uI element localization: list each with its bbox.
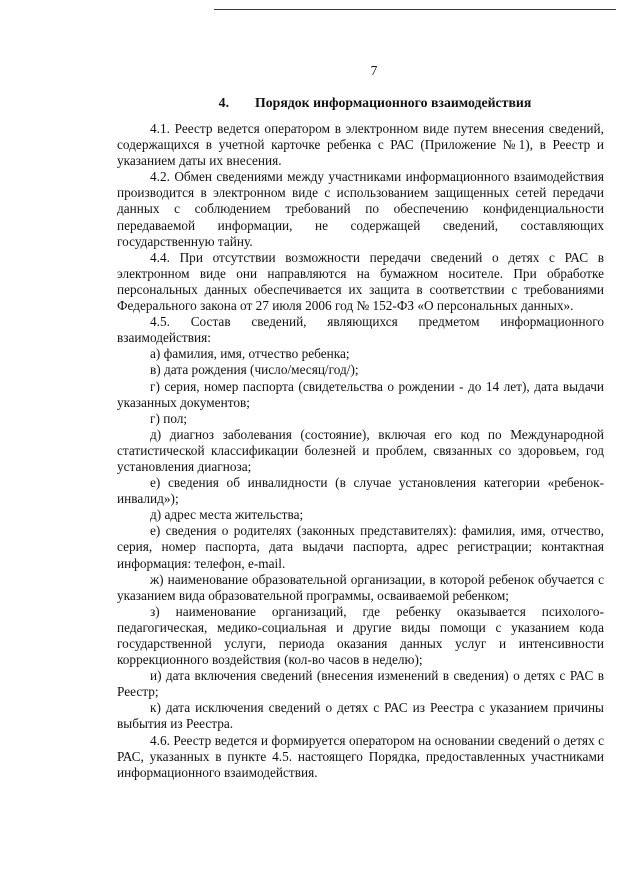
list-item-a: а) фамилия, имя, отчество ребенка; xyxy=(150,346,350,362)
document-body xyxy=(117,121,604,781)
list-item-zh: ж) наименование образовательной организации, в которой ребенок обучается с указанием вида образовательной программы, осваиваемой ребенком; xyxy=(117,571,604,603)
list-item-z: з) наименование организаций, где ребенку оказывается психолого-педагогическая, медико-социальная и другие виды помощи с указанием кода государственной услуги, периода оказания данных услуг и интенсивности коррекционного воздействия (кол-во часов в неделю); xyxy=(117,603,604,668)
page-number: 7 xyxy=(370,63,378,78)
scan-top-rule xyxy=(214,9,616,10)
paragraph-4-2: 4.2. Обмен сведениями между участниками информационного взаимодействия производится в электронном виде с использованием защищенных сетей передачи данных с соблюдением требований по обеспечению конфиденциальности передаваемой информации, не содержащей сведений, составляющих государственную тайну. xyxy=(117,169,604,249)
section-number: 4. xyxy=(218,95,230,110)
list-item-i: и) дата включения сведений (внесения изменений в сведения) о детях с РАС в Реестр; xyxy=(117,668,604,700)
list-item-d-address: д) адрес места жительства; xyxy=(150,507,304,523)
paragraph-4-4: 4.4. При отсутствии возможности передачи сведений о детях с РАС в электронном виде они направляются на бумажном носителе. При обработке персональных данных обеспечивается их защита в соответствии с требованиями Федерального закона от 27 июля 2006 год № 152-ФЗ «О персональных данных». xyxy=(117,249,604,314)
paragraph-4-1: 4.1. Реестр ведется оператором в электронном виде путем внесения сведений, содержащихся в учетной карточке ребенка с РАС (Приложение №1), в Реестр и указанием даты их внесения. xyxy=(117,121,604,169)
list-item-d-diagnosis: д) диагноз заболевания (состояние), включая его код по Международной статистической классификации болезней и проблем, связанных со здоровьем, год установления диагноза; xyxy=(117,426,604,474)
section-heading xyxy=(0,95,640,111)
list-item-e-parents: е) сведения о родителях (законных представителях): фамилия, имя, отчество, серия, номер паспорта, дата выдачи паспорта, адрес регистрации; контактная информация: телефон, e-mail. xyxy=(117,523,604,571)
list-item-g-passport: г) серия, номер паспорта (свидетельства о рождении - до 14 лет), дата выдачи указанных документов; xyxy=(117,378,604,410)
list-item-v: в) дата рождения (число/месяц/год/); xyxy=(150,362,359,378)
paragraph-4-5: 4.5. Состав сведений, являющихся предметом информационного взаимодействия: xyxy=(117,314,604,346)
list-item-k: к) дата исключения сведений о детях с РАС из Реестра с указанием причины выбытия из Реестра. xyxy=(117,700,604,732)
paragraph-4-6: 4.6. Реестр ведется и формируется оператором на основании сведений о детях с РАС, указанных в пункте 4.5. настоящего Порядка, предоставленных участниками информационного взаимодействия. xyxy=(117,732,604,780)
list-item-g-sex: г) пол; xyxy=(150,410,188,426)
section-title: Порядок информационного взаимодействия xyxy=(255,95,532,110)
list-item-e-disability: е) сведения об инвалидности (в случае установления категории «ребенок-инвалид»); xyxy=(117,475,604,507)
